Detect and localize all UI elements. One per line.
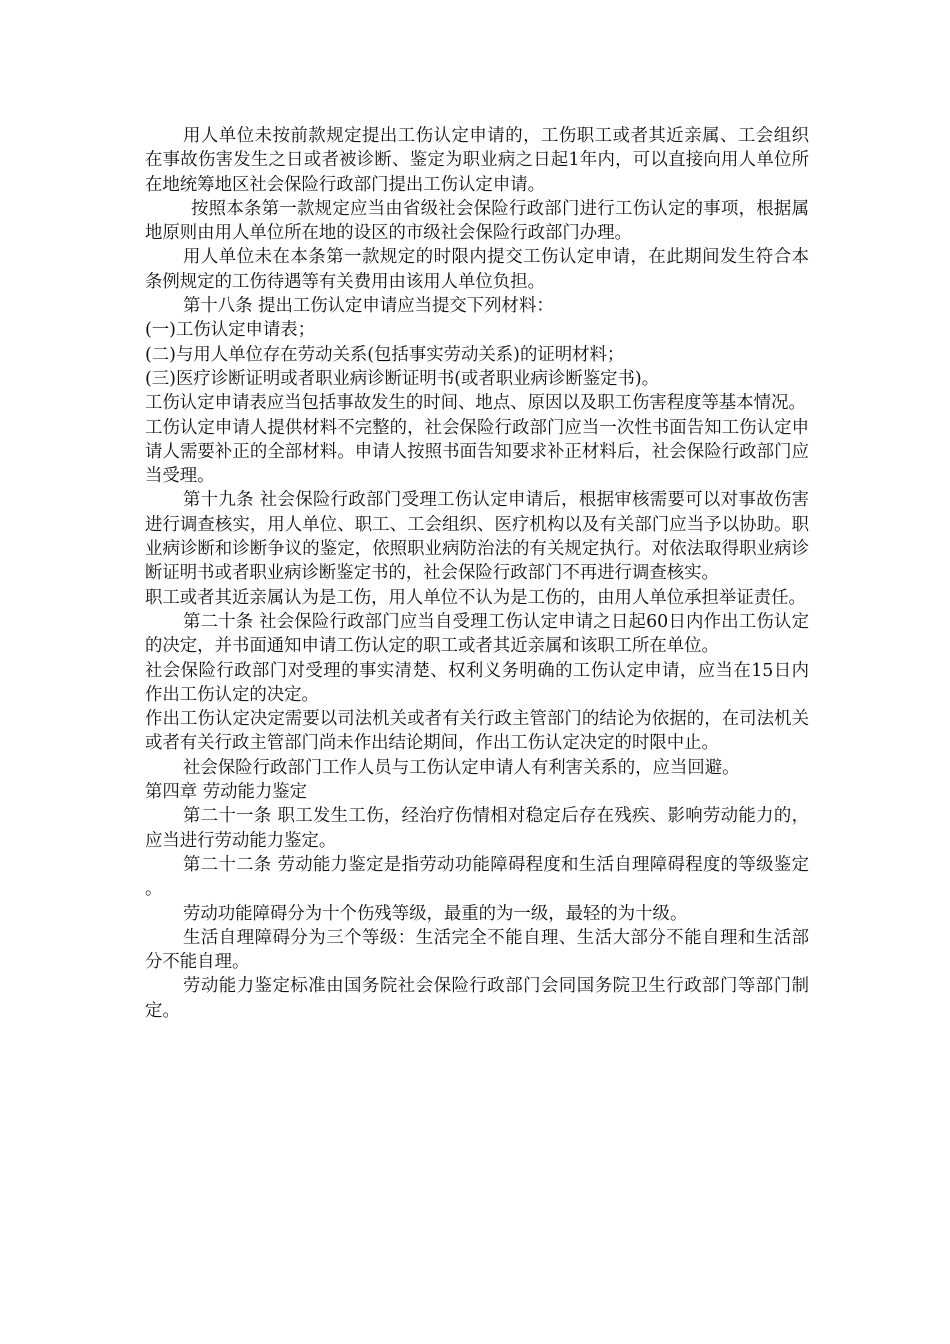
article-heading: 第二十一条 职工发生工伤，经治疗伤情相对稳定后存在残疾、影响劳动能力的，应当进行劳动能力鉴定。 [145, 806, 809, 851]
paragraph: 作出工伤认定决定需要以司法机关或者有关行政主管部门的结论为依据的，在司法机关或者有关行政主管部门尚未作出结论期间，作出工伤认定决定的时限中止。 [145, 709, 809, 754]
paragraph: 职工或者其近亲属认为是工伤，用人单位不认为是工伤的，由用人单位承担举证责任。 [145, 587, 806, 608]
paragraph: 工伤认定申请表应当包括事故发生的时间、地点、原因以及职工伤害程度等基本情况。 [145, 393, 806, 414]
list-item: (一)工伤认定申请表； [145, 320, 316, 341]
paragraph: 工伤认定申请人提供材料不完整的，社会保险行政部门应当一次性书面告知工伤认定申请人需要补正的全部材料。申请人按照书面告知要求补正材料后，社会保险行政部门应当受理。 [145, 417, 809, 487]
paragraph: 社会保险行政部门工作人员与工伤认定申请人有利害关系的，应当回避。 [183, 757, 740, 778]
paragraph: 按照本条第一款规定应当由省级社会保险行政部门进行工伤认定的事项，根据属地原则由用人单位所在地的设区的市级社会保险行政部门办理。 [145, 198, 809, 244]
paragraph: 用人单位未在本条第一款规定的时限内提交工伤认定申请，在此期间发生符合本条例规定的工伤待遇等有关费用由该用人单位负担。 [145, 247, 809, 292]
list-item: (二)与用人单位存在劳动关系(包括事实劳动关系)的证明材料； [145, 344, 625, 365]
list-item: (三)医疗诊断证明或者职业病诊断证明书(或者职业病诊断鉴定书)。 [145, 368, 660, 389]
paragraph: 生活自理障碍分为三个等级：生活完全不能自理、生活大部分不能自理和生活部分不能自理。 [145, 927, 809, 973]
chapter-heading: 第四章 劳动能力鉴定 [145, 782, 308, 803]
article-heading: 第十八条 提出工伤认定申请应当提交下列材料： [183, 296, 554, 317]
article-heading: 第二十二条 劳动能力鉴定是指劳动功能障碍程度和生活自理障碍程度的等级鉴定。 [145, 854, 809, 900]
paragraph: 劳动功能障碍分为十个伤残等级，最重的为一级，最轻的为十级。 [183, 903, 688, 924]
paragraph: 劳动能力鉴定标准由国务院社会保险行政部门会同国务院卫生行政部门等部门制定。 [145, 976, 809, 1021]
document-body [145, 124, 809, 1023]
paragraph: 用人单位未按前款规定提出工伤认定申请的，工伤职工或者其近亲属、工会组织在事故伤害发生之日或者被诊断、鉴定为职业病之日起1年内，可以直接向用人单位所在地统筹地区社会保险行政部门提出工伤认定申请。 [145, 126, 809, 195]
article-heading: 第十九条 社会保险行政部门受理工伤认定申请后，根据审核需要可以对事故伤害进行调查核实，用人单位、职工、工会组织、医疗机构以及有关部门应当予以协助。职业病诊断和诊断争议的鉴定，依照职业病防治法的有关规定执行。对依法取得职业病诊断证明书或者职业病诊断鉴定书的，社会保险行政部门不再进行调查核实。 [145, 490, 809, 584]
paragraph: 社会保险行政部门对受理的事实清楚、权利义务明确的工伤认定申请，应当在15日内作出工伤认定的决定。 [145, 660, 809, 705]
article-heading: 第二十条 社会保险行政部门应当自受理工伤认定申请之日起60日内作出工伤认定的决定，并书面通知申请工伤认定的职工或者其近亲属和该职工所在单位。 [145, 611, 809, 657]
